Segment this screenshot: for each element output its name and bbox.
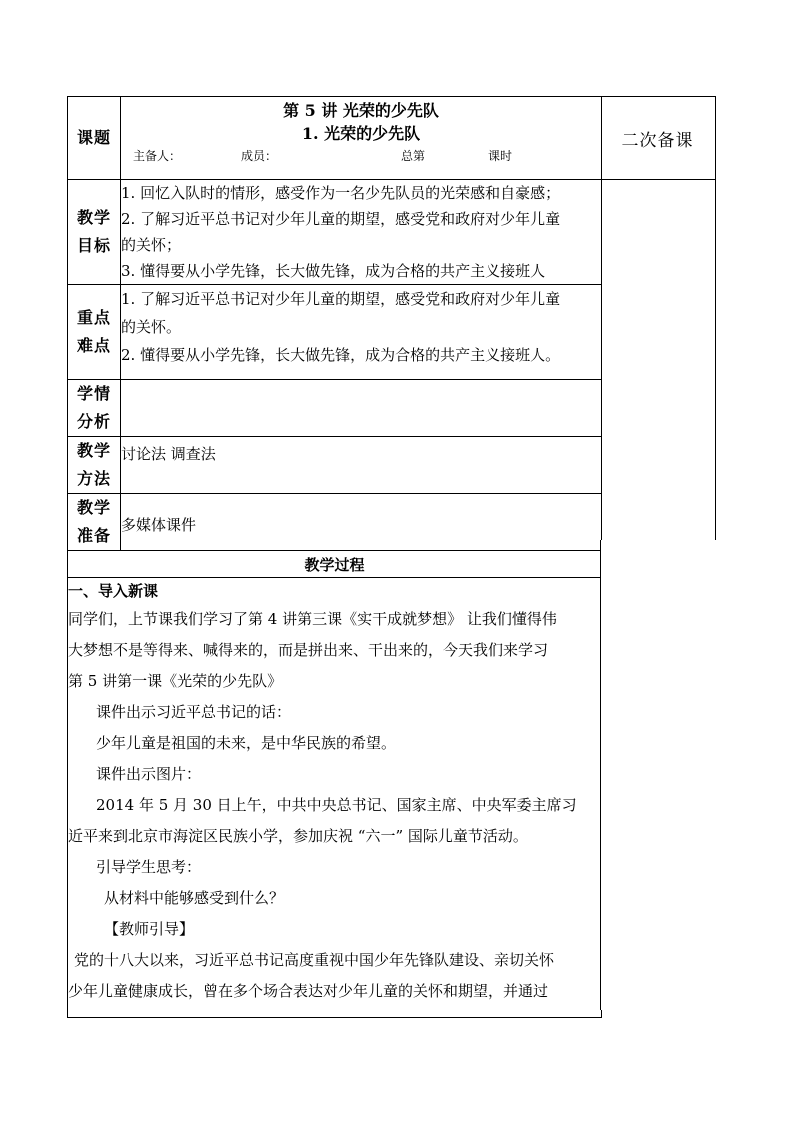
key-label [68, 285, 121, 380]
process-line: 少年儿童是祖国的未来，是中华民族的希望。 [96, 734, 397, 752]
author-label: 主备人： [133, 149, 182, 163]
method-cell: 讨论法 调查法 [121, 437, 602, 494]
process-section-title: 一、导入新课 [68, 582, 159, 600]
prep-label-line1: 教学 [76, 498, 111, 517]
analysis-row [68, 380, 617, 437]
lesson-title: 第 5 讲 光荣的少先队 [283, 101, 439, 120]
goals-line: 1. 回忆入队时的情形，感受作为一名少先队员的光荣感和自豪感； [121, 184, 561, 202]
key-line: 2. 懂得要从小学先锋，长大做先锋，成为合格的共产主义接班人。 [121, 346, 561, 364]
process-row [68, 578, 617, 1018]
prep-label [68, 494, 121, 551]
process-heading-row [68, 551, 617, 578]
method-row [68, 437, 617, 494]
key-row [68, 285, 617, 380]
process-cell [68, 578, 602, 1018]
process-line: 【教师引导】 [104, 920, 195, 938]
goals-line: 3. 懂得要从小学先锋，长大做先锋，成为合格的共产主义接班人 [121, 262, 546, 280]
goals-label-line2: 目标 [76, 236, 111, 255]
process-line: 第 5 讲第一课《光荣的少先队》 [68, 672, 283, 690]
key-label-line2: 难点 [76, 336, 111, 355]
analysis-label-line1: 学情 [76, 384, 111, 403]
prep-label-line2: 准备 [76, 526, 111, 545]
goals-label-line1: 教学 [76, 208, 111, 227]
process-line: 2014 年 5 月 30 日上午，中共中央总书记、国家主席、中央军委主席习 [96, 796, 577, 814]
prep-cell: 多媒体课件 [121, 494, 602, 551]
analysis-label-line2: 分析 [76, 412, 111, 431]
lesson-subtitle: 1. 光荣的少先队 [301, 124, 421, 143]
goals-line: 2. 了解习近平总书记对少年儿童的期望，感受党和政府对少年儿童 [121, 210, 561, 228]
process-line: 引导学生思考： [96, 858, 202, 876]
process-heading: 教学过程 [68, 551, 602, 578]
total-label: 总第 [401, 149, 426, 163]
process-line: 同学们，上节课我们学习了第 4 讲第三课《实干成就梦想》 让我们懂得伟 [68, 610, 557, 628]
key-line: 的关怀。 [121, 318, 182, 336]
side-header-label: 二次备课 [621, 130, 694, 151]
process-line: 党的十八大以来，习近平总书记高度重视中国少年先锋队建设、亲切关怀 [74, 951, 555, 969]
side-header [600, 97, 715, 180]
process-line: 课件出示图片： [96, 765, 202, 783]
members-label: 成员： [241, 149, 278, 163]
key-label-line1: 重点 [76, 308, 111, 327]
meta-line [121, 147, 601, 165]
analysis-label [68, 380, 121, 437]
process-line: 少年儿童健康成长，曾在多个场合表达对少年儿童的关怀和期望，并通过 [68, 982, 549, 1000]
key-line: 1. 了解习近平总书记对少年儿童的期望，感受党和政府对少年儿童 [121, 290, 561, 308]
side-column-bottom-cover [600, 540, 717, 1010]
method-label-line2: 方法 [76, 469, 111, 488]
key-cell [121, 285, 602, 380]
lesson-plan-table [67, 96, 617, 1018]
goals-cell [121, 180, 602, 285]
title-row [68, 97, 617, 180]
topic-label: 课题 [68, 97, 121, 180]
period-label: 课时 [488, 149, 513, 163]
process-line: 课件出示习近平总书记的话： [96, 703, 292, 721]
process-line: 从材料中能够感受到什么？ [104, 889, 285, 907]
process-line: 近平来到北京市海淀区民族小学，参加庆祝 “六一” 国际儿童节活动。 [68, 827, 528, 845]
process-line: 大梦想不是等得来、喊得来的，而是拼出来、干出来的，今天我们来学习 [68, 641, 549, 659]
method-label [68, 437, 121, 494]
goals-line: 的关怀； [121, 236, 182, 254]
method-label-line1: 教学 [76, 441, 111, 460]
title-cell [121, 97, 602, 180]
goals-row [68, 180, 617, 285]
analysis-cell [121, 380, 602, 437]
goals-label [68, 180, 121, 285]
prep-row [68, 494, 617, 551]
